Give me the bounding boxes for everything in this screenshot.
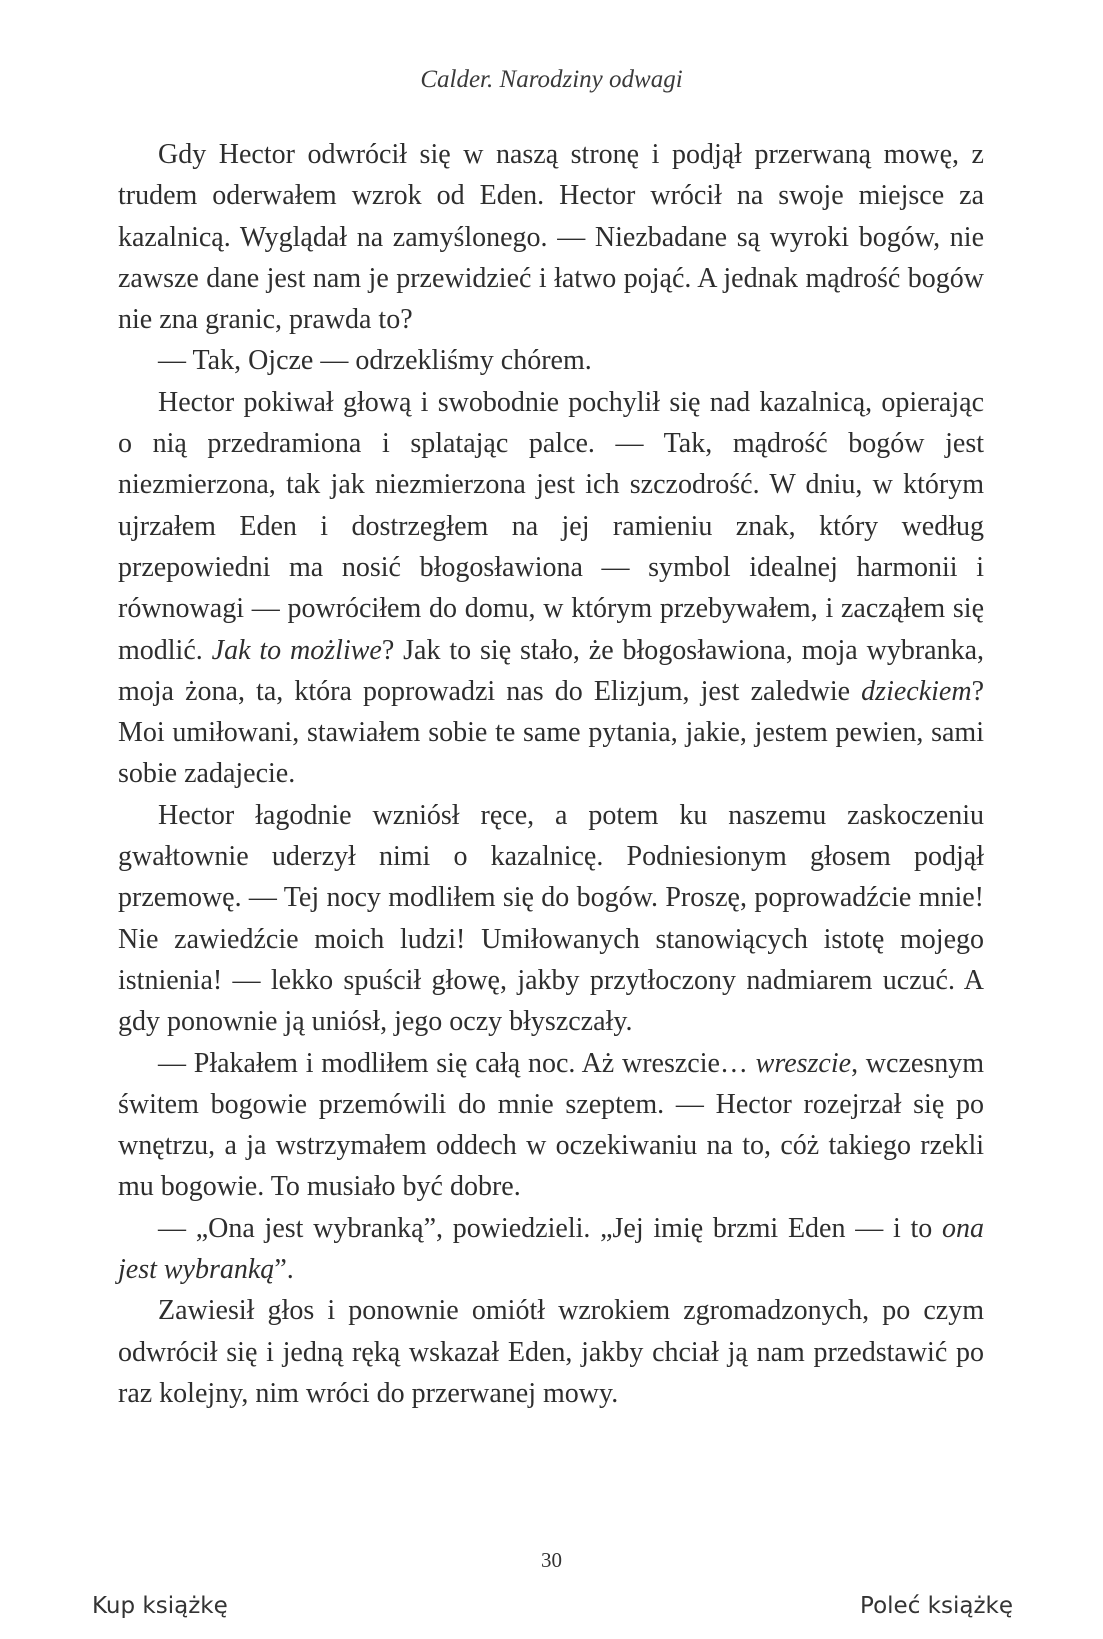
italic-text: wreszcie (755, 1047, 852, 1079)
text-run: Gdy Hector odwrócił się w naszą stronę i podjął przerwaną mowę, z trudem oderwałem wzrok od Eden. Hector wrócił na swoje miejsce za kazalnicą. Wyglądał na zamyślonego. — Niezbadane są wyroki bogów, nie zawsze dane jest nam je przewidzieć i łatwo pojąć. A jednak mądrość bogów nie zna granic, prawda to? (118, 139, 984, 336)
text-run: — „Ona jest wybranką”, powiedzieli. „Jej imię brzmi Eden — i to (158, 1212, 942, 1244)
paragraph (118, 382, 984, 795)
text-run: ? Jak to się stało, że błogosławiona, moja wybranka, moja żona, ta, która poprowadzi nas do Elizjum, jest zaledwie (118, 634, 984, 707)
paragraph (118, 1043, 984, 1208)
page-number: 30 (541, 1548, 562, 1572)
italic-text: dzieckiem (861, 675, 972, 707)
paragraph (118, 1208, 984, 1291)
recommend-book-link[interactable]: Poleć książkę (860, 1593, 1013, 1619)
text-run: , wczesnym świtem bogowie przemówili do mnie szeptem. — Hector rozejrzał się po wnętrzu, a ja wstrzymałem oddech w oczekiwaniu na to, cóż takiego rzekli mu bogowie. To musiało być dobre. (118, 1047, 984, 1203)
buy-book-link[interactable]: Kup książkę (92, 1593, 228, 1619)
text-run: ”. (274, 1254, 294, 1286)
paragraph (118, 795, 984, 1043)
text-run: ? Moi umiłowani, stawiałem sobie te same pytania, jakie, jestem pewien, sami sobie zadajecie. (118, 675, 984, 790)
running-title: Calder. Narodziny odwagi (420, 66, 683, 93)
text-run: Hector łagodnie wzniósł ręce, a potem ku naszemu zaskoczeniu gwałtownie uderzył nimi o kazalnicę. Podniesionym głosem podjął przemowę. — Tej nocy modliłem się do bogów. Proszę, poprowadźcie mnie! Nie zawiedźcie moich ludzi! Umiłowanych stanowiących istotę mojego istnienia! — lekko spuścił głowę, jakby przytłoczony nadmiarem uczuć. A gdy ponownie ją uniósł, jego oczy błyszczały. (118, 799, 984, 1038)
italic-text: Jak to możliwe (211, 634, 382, 666)
text-run: Zawiesił głos i ponownie omiótł wzrokiem zgromadzonych, po czym odwrócił się i jedną ręką wskazał Eden, jakby chciał ją nam przedstawić po raz kolejny, nim wróci do przerwanej mowy. (118, 1295, 984, 1409)
paragraph (118, 134, 984, 340)
body-text (118, 134, 984, 1414)
italic-text: ona jest wybranką (118, 1212, 984, 1286)
paragraph (118, 340, 984, 381)
text-run: Hector pokiwał głową i swobodnie pochylił się nad kazalnicą, opierając o nią przedramiona i splatając palce. — Tak, mądrość bogów jest niezmierzona, tak jak niezmierzona jest ich szczodrość. W dniu, w którym ujrzałem Eden i dostrzegłem na jej ramieniu znak, który według przepowiedni ma nosić błogosławiona — symbol idealnej harmonii i równowagi — powróciłem do domu, w którym przebywałem, i zacząłem się modlić. (118, 386, 984, 666)
paragraph (118, 1290, 984, 1414)
text-run: — Płakałem i modliłem się całą noc. Aż wreszcie… (158, 1047, 756, 1079)
text-run: — Tak, Ojcze — odrzekliśmy chórem. (158, 345, 592, 377)
